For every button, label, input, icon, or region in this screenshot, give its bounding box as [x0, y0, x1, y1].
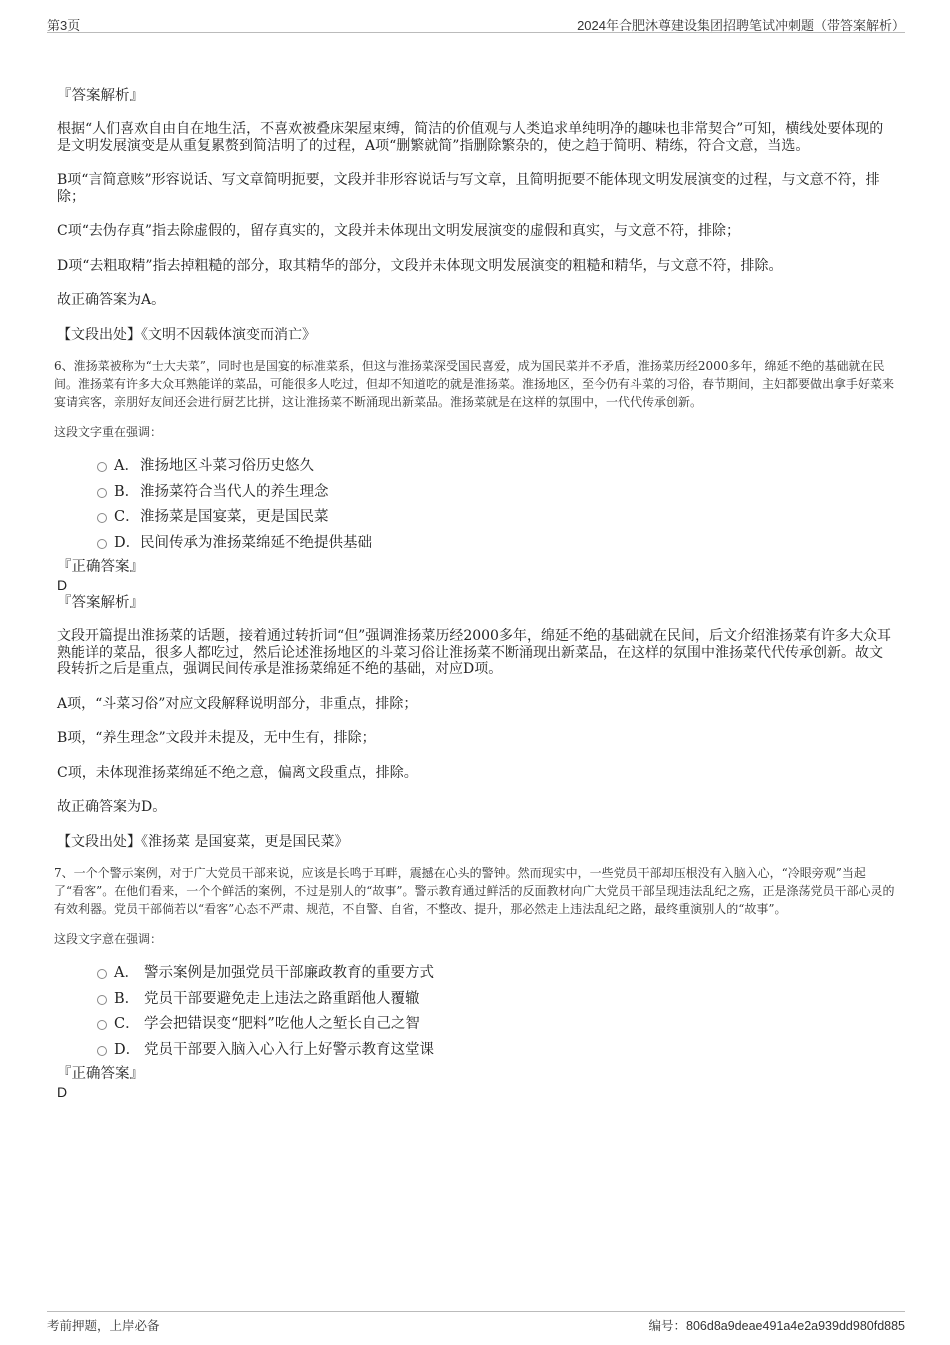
q7-option-a[interactable]: A． 警示案例是加强党员干部廉政教育的重要方式 — [57, 961, 895, 987]
radio-icon[interactable] — [97, 539, 107, 549]
page-number: 第3页 — [47, 18, 81, 33]
q6-conclusion: 故正确答案为D。 — [57, 799, 167, 815]
q5-source: 【文段出处】《文明不因载体演变而消亡》 — [57, 326, 316, 343]
radio-icon[interactable] — [97, 1046, 107, 1056]
q7-option-c[interactable]: C． 学会把错误变“肥料”吃他人之堑长自己之智 — [57, 1012, 895, 1038]
q7-question: 7、一个个警示案例，对于广大党员干部来说，应该是长鸣于耳畔，震撼在心头的警钟。然而现实中，一些党员干部却压根没有入脑入心，“冷眼旁观”当起了“看客”。在他们看来，一个个鲜活的案例，不过是别人的“故事”。警示教育通过鲜活的反面教材向广大党员干部呈现违法乱纪之殇，正是涤荡党员干部心灵的有效利器。党员干部倘若以“看客”心态不严肃、规范，不自警、自省，不整改、提升，那必然走上违法乱纪之路，最终重演别人的“故事”。 — [54, 866, 895, 916]
q6-analysis-label: 『答案解析』 — [57, 595, 144, 611]
q6-question: 6、淮扬菜被称为“士大夫菜”，同时也是国宴的标准菜系，但这与淮扬菜深受国民喜爱，成为国民菜并不矛盾，淮扬菜历经2000多年，绵延不绝的基础就在民间。淮扬菜有许多大众耳熟能详的菜品，可能很多人吃过，但却不知道吃的就是淮扬菜。淮扬地区，至今仍有斗菜的习俗，春节期间，主妇都要做出拿手好菜来宴请宾客，亲朋好友间还会进行厨艺比拼，这让淮扬菜不断涌现出新菜品。淮扬菜就是在这样的氛围中，一代代传承创新。 — [54, 359, 895, 409]
q6-analysis-para3: B项，“养生理念”文段并未提及，无中生有，排除； — [57, 730, 376, 746]
q6-answer: D — [57, 577, 68, 593]
q6-source: 【文段出处】《淮扬菜 是国宴菜，更是国民菜》 — [57, 833, 349, 850]
q6-options — [57, 454, 895, 556]
q7-options — [57, 961, 895, 1063]
q5-conclusion: 故正确答案为A。 — [57, 292, 166, 308]
q5-analysis-para4: D项“去粗取精”指去掉粗糙的部分，取其精华的部分，文段并未体现文明发展演变的粗糙和精华，与文意不符，排除。 — [57, 257, 783, 274]
q7-prompt: 这段文字意在强调： — [54, 932, 163, 946]
footer-slogan: 考前押题，上岸必备 — [47, 1319, 160, 1333]
radio-icon[interactable] — [97, 488, 107, 498]
document-title: 2024年合肥沐尊建设集团招聘笔试冲刺题（带答案解析） — [577, 18, 905, 33]
q7-answer: D — [57, 1084, 68, 1100]
q6-option-a[interactable]: A．淮扬地区斗菜习俗历史悠久 — [57, 454, 895, 480]
q7-answer-label: 『正确答案』 — [57, 1066, 144, 1082]
q6-answer-label: 『正确答案』 — [57, 559, 144, 575]
q6-option-d[interactable]: D．民间传承为淮扬菜绵延不绝提供基础 — [57, 531, 895, 557]
q6-analysis-para1: 文段开篇提出淮扬菜的话题，接着通过转折词“但”强调淮扬菜历经2000多年，绵延不绝的基础就在民间，后文介绍淮扬菜有许多大众耳熟能详的菜品，很多人都吃过，然后论述淮扬地区的斗菜习俗让淮扬菜不断涌现出新菜品，在这样的氛围中淮扬菜代代传承创新。故文段转折之后是重点，强调民间传承是淮扬菜绵延不绝的基础，对应D项。 — [57, 628, 891, 677]
page-footer — [47, 1311, 905, 1334]
page-header — [47, 12, 905, 33]
q5-analysis-para1: 根据“人们喜欢自由自在地生活，不喜欢被叠床架屋束缚，简洁的价值观与人类追求单纯明净的趣味也非常契合”可知，横线处要体现的是文明发展演变是从重复累赘到简洁明了的过程，A项“删繁就简”指删除繁杂的，使之趋于简明、精练，符合文意，当选。 — [57, 121, 884, 154]
q6-analysis-para2: A项，“斗菜习俗”对应文段解释说明部分，非重点，排除； — [57, 695, 418, 712]
radio-icon[interactable] — [97, 995, 107, 1005]
q6-analysis-para4: C项，未体现淮扬菜绵延不绝之意，偏离文段重点，排除。 — [57, 764, 418, 781]
radio-icon[interactable] — [97, 969, 107, 979]
radio-icon[interactable] — [97, 513, 107, 523]
q5-analysis-para2: B项“言简意赅”形容说话、写文章简明扼要，文段并非形容说话与写文章，且简明扼要不能体现文明发展演变的过程，与文意不符，排除； — [57, 172, 880, 205]
radio-icon[interactable] — [97, 1020, 107, 1030]
page-content — [54, 87, 895, 1101]
q7-option-b[interactable]: B． 党员干部要避免走上违法之路重蹈他人覆辙 — [57, 987, 895, 1013]
q6-option-c[interactable]: C．淮扬菜是国宴菜，更是国民菜 — [57, 505, 895, 531]
q6-prompt: 这段文字重在强调： — [54, 425, 163, 439]
q6-option-b[interactable]: B．淮扬菜符合当代人的养生理念 — [57, 480, 895, 506]
radio-icon[interactable] — [97, 462, 107, 472]
q5-analysis-label: 『答案解析』 — [57, 88, 144, 104]
footer-code: 编号：806d8a9deae491a4e2a939dd980fd885 — [648, 1319, 905, 1333]
q7-option-d[interactable]: D． 党员干部要入脑入心入行上好警示教育这堂课 — [57, 1038, 895, 1064]
q5-analysis-para3: C项“去伪存真”指去除虚假的，留存真实的，文段并未体现出文明发展演变的虚假和真实，与文意不符，排除； — [57, 223, 741, 239]
